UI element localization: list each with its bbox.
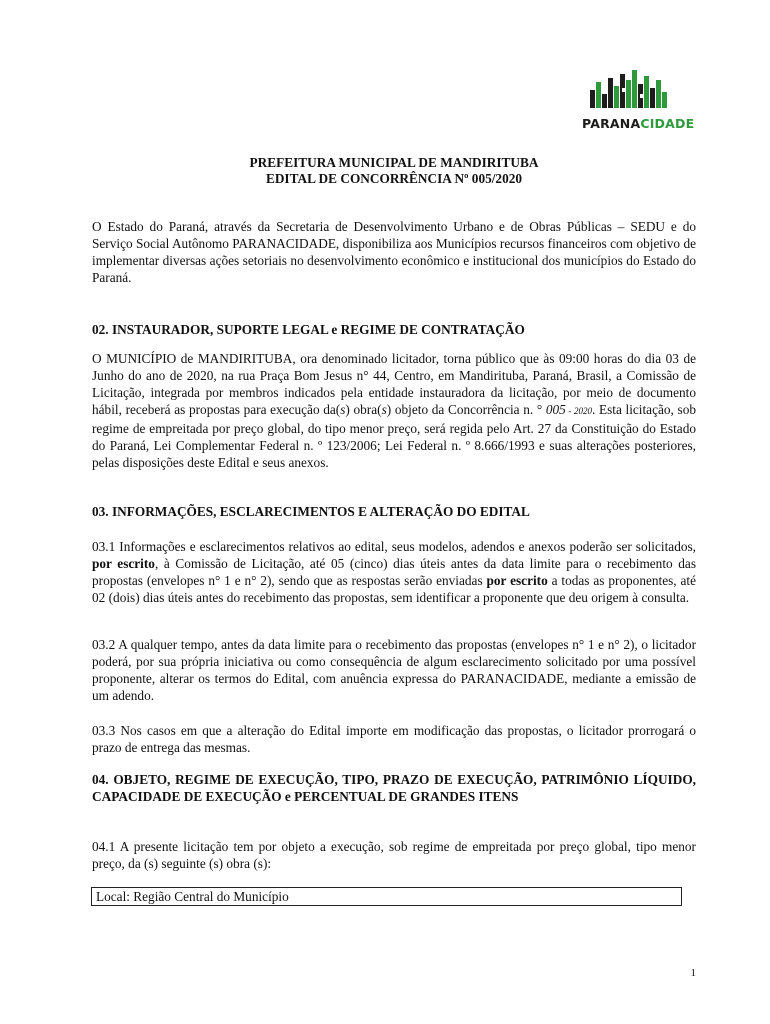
s3-p1-b: , à Comissão de Licitação, até 05 (cinco) dias úteis antes da data limite para o recebimento das propostas (envelopes n° 1 e n° 2), sendo que as respostas serão enviadas [92, 556, 696, 588]
s2-text-s2: s [381, 402, 387, 417]
intro-paragraph: O Estado do Paraná, através da Secretaria de Desenvolvimento Urbano e de Obras Públicas – SEDU e do Serviço Social Autônomo PARANACIDADE, disponibiliza aos Municípios recursos financeiros com objetivo de implementar diversas ações setoriais no desenvolvimento econômico e institucional dos municípios do Estado do Paraná. [92, 219, 696, 285]
page-number: 1 [690, 967, 696, 979]
local-box: Local: Região Central do Município [91, 887, 682, 906]
logo-text-parana: PARANA [582, 116, 641, 131]
section-04-1-paragraph: 04.1 A presente licitação tem por objeto a execução, sob regime de empreitada por preço global, tipo menor preço, da (s) seguinte (s) obra (s): [92, 839, 696, 871]
logo-bars-icon [582, 68, 678, 116]
document-title-line1: PREFEITURA MUNICIPAL DE MANDIRITUBA [249, 155, 539, 170]
s2-text-a: O MUNICÍPIO de MANDIRITUBA, ora denominado licitador, torna público que às 09:00 horas do dia 03 de Junho do ano de 2020, na rua Praça Bom Jesus n° 44, Centro, em Mandirituba, Paraná, Brasil, a Comissão de Licitação, integrada por membros indicados pela entidade instauradora da licitação, por meio de documento hábil, receberá as propostas para execução da( [92, 351, 696, 417]
s3-p1-bold1: por escrito [92, 556, 155, 571]
s2-text-c: ) objeto da Concorrência n. ° [386, 402, 546, 417]
s2-text-d: . Esta licitação, sob regime de empreitada por preço global, do tipo menor preço, será regida pelo Art. 27 da Constituição do Estado do Paraná, Lei Complementar Federal n. º 123/2006; Lei Federal n. º 8.666/1993 e suas alterações posteriores, pelas disposições deste Edital e seus anexos. [92, 402, 696, 470]
s2-text-year: - 2020 [565, 406, 592, 416]
section-03-title: 03. INFORMAÇÕES, ESCLARECIMENTOS E ALTERAÇÃO DO EDITAL [92, 504, 530, 519]
s3-p1-bold2: por escrito [486, 573, 548, 588]
paranacidade-logo [582, 68, 695, 138]
s3-p1-a: 03.1 Informações e esclarecimentos relativos ao edital, seus modelos, adendos e anexos poderão ser solicitados, [92, 539, 696, 554]
s2-text-b: ) obra( [345, 402, 382, 417]
s2-text-num: 005 [545, 402, 566, 417]
section-02-paragraph [92, 350, 696, 471]
section-03-2-paragraph: 03.2 A qualquer tempo, antes da data limite para o recebimento das propostas (envelopes n° 1 e n° 2), o licitador poderá, por sua própria iniciativa ou como consequência de algum esclarecimento solicitado por uma possível proponente, alterar os termos do Edital, com anuência expressa do PARANACIDADE, mediante a emissão de um adendo. [92, 637, 696, 703]
s3-p1-c: a todas as proponentes, até 02 (dois) dias úteis antes do recebimento das propostas, sem identificar a proponente que deu origem à consulta. [92, 573, 697, 605]
logo-wordmark [582, 116, 695, 131]
section-03-1-paragraph [92, 538, 696, 606]
s2-text-s1: s [340, 402, 346, 417]
section-04-title: 04. OBJETO, REGIME DE EXECUÇÃO, TIPO, PRAZO DE EXECUÇÃO, PATRIMÔNIO LÍQUIDO, CAPACIDADE DE EXECUÇÃO e PERCENTUAL DE GRANDES ITENS [92, 772, 696, 804]
section-02-title: 02. INSTAURADOR, SUPORTE LEGAL e REGIME DE CONTRATAÇÃO [92, 322, 525, 337]
logo-text-cidade: CIDADE [640, 116, 695, 131]
section-03-3-paragraph: 03.3 Nos casos em que a alteração do Edital importe em modificação das propostas, o licitador prorrogará o prazo de entrega das mesmas. [92, 723, 696, 755]
document-title-line2: EDITAL DE CONCORRÊNCIA Nº 005/2020 [265, 171, 523, 186]
